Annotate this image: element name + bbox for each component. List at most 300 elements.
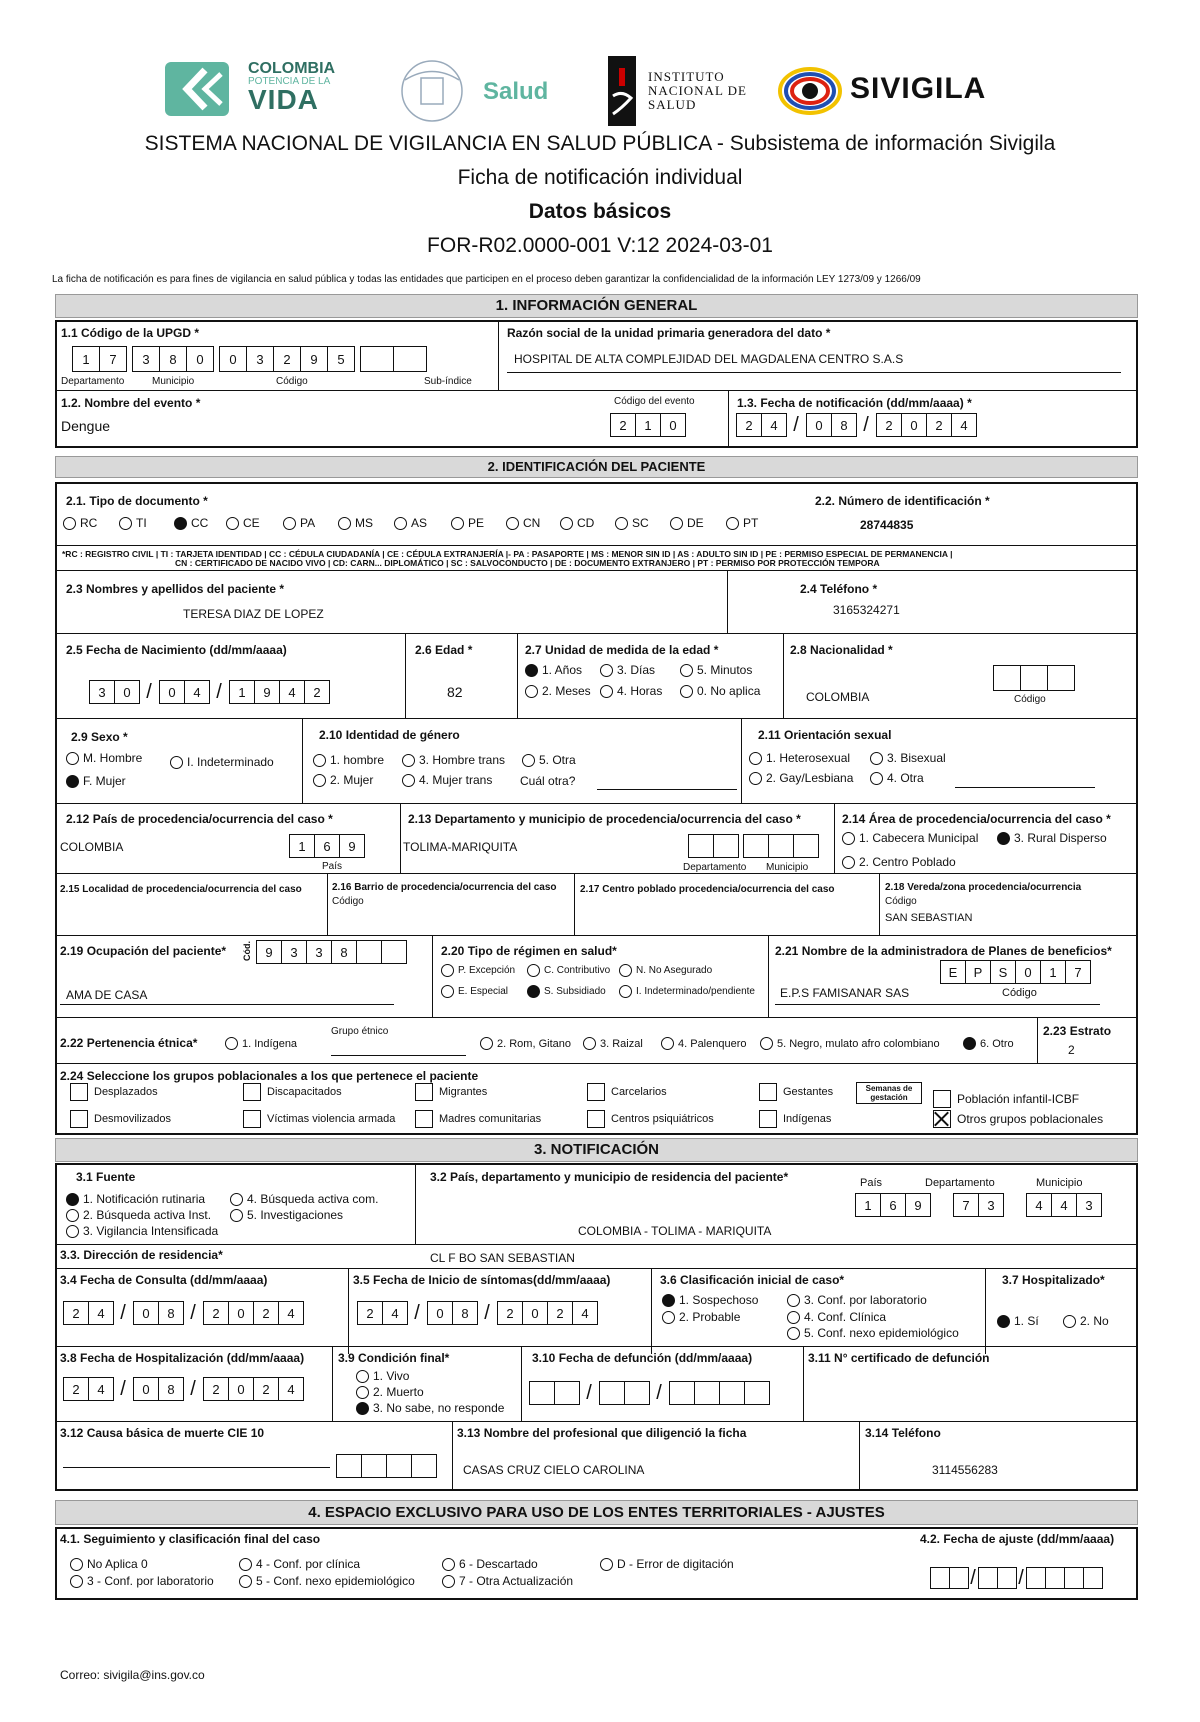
radio-icon[interactable] [119, 517, 132, 530]
orient-hetero[interactable]: 1. Heterosexual [749, 751, 850, 765]
prof-telefono-label: 3.14 Teléfono [865, 1426, 941, 1440]
genero-label: 2.10 Identidad de género [319, 728, 460, 742]
ocupacion-cod-label: Cód. [242, 941, 252, 961]
tipo-doc-as[interactable] [394, 516, 427, 530]
digit[interactable]: 2 [736, 413, 762, 437]
radio-icon[interactable] [283, 517, 296, 530]
digit[interactable] [554, 1381, 580, 1405]
orientacion-label: 2.11 Orientación sexual [758, 728, 892, 742]
grupo-otros[interactable]: Otros grupos poblacionales [933, 1110, 1103, 1128]
clasif-conf-clinica[interactable]: 4. Conf. Clínica [787, 1310, 886, 1324]
digit[interactable] [336, 1454, 362, 1478]
digit[interactable] [1026, 1567, 1046, 1589]
digit[interactable] [361, 1454, 387, 1478]
depto-proc-label: 2.13 Departamento y municipio de procedencia/ocurrencia del caso * [408, 812, 801, 826]
nombre-label: 2.3 Nombres y apellidos del paciente * [66, 582, 285, 596]
upgd-digit[interactable]: 2 [273, 346, 301, 372]
fecha-notif-label: 1.3. Fecha de notificación (dd/mm/aaaa) * [737, 396, 972, 410]
tipo-doc-pa[interactable] [283, 516, 315, 530]
digit[interactable]: 2 [547, 1301, 573, 1325]
digit[interactable]: S [990, 960, 1016, 984]
nacionalidad-codigo-label: Código [1014, 694, 1046, 705]
admin-codigo-label: Código [1002, 987, 1037, 999]
footer-correo: Correo: sivigila@ins.gov.co [60, 1668, 205, 1682]
digit[interactable]: 0 [1015, 960, 1041, 984]
area-rural[interactable]: 3. Rural Disperso [997, 831, 1107, 845]
etnia-palenquero[interactable]: 4. Palenquero [661, 1037, 747, 1050]
evento-value[interactable]: Dengue [61, 418, 111, 434]
digit[interactable] [1064, 1567, 1084, 1589]
grupo-discapacitados[interactable]: Discapacitados [243, 1083, 342, 1101]
fuente-label: 3.1 Fuente [76, 1170, 136, 1184]
digit[interactable]: 4 [279, 680, 305, 704]
radio-icon[interactable] [338, 517, 351, 530]
grupo-carcelarios[interactable]: Carcelarios [587, 1083, 667, 1101]
tipo-doc-label: CN [523, 516, 541, 530]
digit[interactable] [624, 1381, 650, 1405]
digit[interactable]: 8 [158, 1377, 184, 1401]
tipo-doc-ms[interactable] [338, 516, 373, 530]
seg-conf-nexo[interactable]: 5 - Conf. nexo epidemiológico [239, 1574, 415, 1588]
res-lbl-mun: Municipio [1036, 1177, 1083, 1189]
digit[interactable] [743, 834, 769, 858]
digit[interactable] [411, 1454, 437, 1478]
digit[interactable]: 2 [253, 1377, 279, 1401]
lbl-pais: País [322, 861, 343, 872]
pais-proc-label: 2.12 País de procedencia/ocurrencia del caso * [66, 812, 333, 826]
hosp-no[interactable]: 2. No [1063, 1314, 1109, 1328]
prof-telefono-value[interactable]: 3114556283 [932, 1463, 998, 1477]
digit[interactable] [1083, 1567, 1103, 1589]
regimen-indeterminado[interactable]: I. Indeterminado/pendiente [619, 985, 755, 998]
digit[interactable] [719, 1381, 745, 1405]
digit[interactable]: 8 [452, 1301, 478, 1325]
digit[interactable]: E [940, 960, 966, 984]
tipo-doc-label: TI [136, 516, 147, 530]
clasif-conf-lab[interactable]: 3. Conf. por laboratorio [787, 1293, 927, 1307]
area-label: 2.14 Área de procedencia/ocurrencia del caso * [842, 812, 1111, 826]
nacionalidad-value[interactable]: COLOMBIA [806, 690, 870, 704]
etnia-otro[interactable]: 6. Otro [963, 1037, 1014, 1050]
lbl-departamento: Departamento [61, 376, 125, 387]
genero-mujer-trans[interactable]: 4. Mujer trans [402, 773, 492, 787]
ins-line3: SALUD [648, 97, 697, 112]
profesional-value[interactable]: CASAS CRUZ CIELO CAROLINA [463, 1463, 645, 1477]
digit[interactable]: 0 [228, 1301, 254, 1325]
fecha-hospitalizacion[interactable]: 2 4 / 0 8 / 2 0 2 4 [63, 1377, 303, 1401]
tipo-doc-label: PE [468, 516, 485, 530]
digit[interactable]: P [965, 960, 991, 984]
area-cabecera[interactable]: 1. Cabecera Municipal [842, 831, 978, 845]
nacionalidad-label: 2.8 Nacionalidad * [790, 643, 893, 657]
tipo-doc-cc[interactable] [174, 516, 208, 530]
digit[interactable]: 9 [256, 940, 282, 964]
digit[interactable] [381, 940, 407, 964]
fecha-consulta[interactable]: 2 4 / 0 8 / 2 0 2 4 [63, 1301, 303, 1325]
clasif-conf-nexo[interactable]: 5. Conf. nexo epidemiológico [787, 1326, 959, 1340]
digit[interactable]: 3 [978, 1193, 1004, 1217]
fecha-ajuste[interactable]: / / [930, 1567, 1102, 1589]
digit[interactable] [768, 834, 794, 858]
clasif-sospechoso[interactable]: 1. Sospechoso [662, 1293, 758, 1307]
digit[interactable]: 0 [133, 1377, 159, 1401]
upgd-digit[interactable]: 9 [300, 346, 328, 372]
upgd-digit[interactable]: 7 [99, 346, 127, 372]
barrio-label: 2.16 Barrio de procedencia/ocurrencia del caso [332, 882, 557, 893]
tipo-doc-pe[interactable] [451, 516, 484, 530]
hospitalizado-label: 3.7 Hospitalizado* [1002, 1273, 1105, 1287]
digit[interactable]: 0 [522, 1301, 548, 1325]
seg-conf-clinica[interactable]: 4 - Conf. por clínica [239, 1557, 360, 1571]
profesional-label: 3.13 Nombre del profesional que diligenció la ficha [457, 1426, 747, 1440]
section3-header: 3. NOTIFICACIÓN [55, 1138, 1138, 1162]
digit[interactable] [529, 1381, 555, 1405]
grupo-migrantes[interactable]: Migrantes [415, 1083, 487, 1101]
digit[interactable]: 4 [88, 1377, 114, 1401]
tipo-doc-sc[interactable] [615, 516, 649, 530]
digit[interactable]: 4 [382, 1301, 408, 1325]
sivigila-eye-icon [778, 64, 842, 118]
digit[interactable]: 0 [427, 1301, 453, 1325]
upgd-subindex[interactable] [360, 346, 394, 372]
digit[interactable] [386, 1454, 412, 1478]
radio-icon[interactable] [63, 517, 76, 530]
pais-proc-value[interactable]: COLOMBIA [60, 840, 124, 854]
digit[interactable]: 2 [63, 1301, 89, 1325]
digit[interactable] [688, 834, 714, 858]
digit[interactable] [713, 834, 739, 858]
tipo-doc-ti[interactable] [119, 516, 147, 530]
digit[interactable] [949, 1567, 969, 1589]
etnia-rom[interactable]: 2. Rom, Gitano [480, 1037, 571, 1050]
radio-icon[interactable] [174, 517, 187, 530]
logo-colombia-vida [165, 60, 355, 120]
causa-code[interactable] [336, 1454, 436, 1478]
digit[interactable]: 7 [1065, 960, 1091, 984]
digit[interactable]: 8 [831, 413, 857, 437]
unidad-dias[interactable]: 3. Días [600, 663, 655, 677]
digit[interactable]: 1 [1040, 960, 1066, 984]
digit[interactable]: 1 [635, 413, 661, 437]
hosp-si[interactable]: 1. Sí [997, 1314, 1039, 1328]
radio-icon[interactable] [670, 517, 683, 530]
digit[interactable]: 9 [905, 1193, 931, 1217]
digit[interactable]: 4 [572, 1301, 598, 1325]
tipo-doc-label: 2.1. Tipo de documento * [66, 494, 208, 508]
radio-icon[interactable] [615, 517, 628, 530]
colombia-line3: VIDA [248, 84, 319, 115]
radio-icon[interactable] [451, 517, 464, 530]
upgd-digit[interactable]: 8 [159, 346, 187, 372]
digit[interactable]: 3 [306, 940, 332, 964]
fuente-investigaciones[interactable]: 5. Investigaciones [230, 1208, 343, 1222]
genero-hombre-trans[interactable]: 3. Hombre trans [402, 753, 505, 767]
tipo-doc-de[interactable] [670, 516, 704, 530]
vereda-value[interactable]: SAN SEBASTIAN [885, 912, 973, 924]
logo-sivigila [778, 64, 1018, 118]
upgd-code[interactable] [72, 346, 426, 372]
grupo-desmovilizados[interactable]: Desmovilizados [70, 1110, 171, 1128]
digit[interactable]: 4 [88, 1301, 114, 1325]
colombia-line1: COLOMBIA [248, 60, 336, 77]
digit[interactable]: 0 [133, 1301, 159, 1325]
num-id-value[interactable]: 28744835 [860, 518, 914, 532]
residencia-label: 3.2 País, departamento y municipio de residencia del paciente* [430, 1170, 789, 1184]
radio-icon[interactable] [726, 517, 739, 530]
seg-otra-actualizacion[interactable]: 7 - Otra Actualización [442, 1574, 573, 1588]
form-title: SISTEMA NACIONAL DE VIGILANCIA EN SALUD PÚBLICA - Subsistema de información Sivigila [144, 132, 1056, 155]
tipo-doc-label: SC [632, 516, 649, 530]
digit[interactable] [1020, 665, 1048, 691]
upgd-digit[interactable]: 0 [186, 346, 214, 372]
cual-otra-label: Cuál otra? [520, 774, 576, 788]
cond-vivo[interactable]: 1. Vivo [356, 1369, 409, 1383]
lbl-mun: Municipio [766, 862, 809, 873]
digit[interactable]: 8 [158, 1301, 184, 1325]
grupo-madres[interactable]: Madres comunitarias [415, 1110, 541, 1128]
telefono-value[interactable]: 3165324271 [833, 603, 900, 617]
radio-icon[interactable] [506, 517, 519, 530]
condicion-label: 3.9 Condición final* [338, 1351, 450, 1365]
seg-conf-lab[interactable]: 3 - Conf. por laboratorio [70, 1574, 214, 1588]
regimen-contributivo[interactable]: C. Contributivo [527, 964, 610, 977]
digit[interactable]: 0 [901, 413, 927, 437]
salud-text: Salud [483, 78, 549, 105]
lbl-municipio: Municipio [152, 376, 195, 387]
nacionalidad-code[interactable] [993, 665, 1074, 691]
upgd-subindex[interactable] [393, 346, 427, 372]
grupo-gestantes[interactable]: Gestantes [759, 1083, 833, 1101]
digit[interactable]: 2 [63, 1377, 89, 1401]
digit[interactable] [793, 834, 819, 858]
digit[interactable] [669, 1381, 695, 1405]
fuente-busqueda-com[interactable]: 4. Búsqueda activa com. [230, 1192, 378, 1206]
grupo-icbf[interactable]: Población infantil-ICBF [933, 1090, 1079, 1108]
depto-proc-value[interactable]: TOLIMA-MARIQUITA [403, 840, 518, 854]
digit[interactable]: 2 [304, 680, 330, 704]
digit[interactable]: 2 [357, 1301, 383, 1325]
area-centro[interactable]: 2. Centro Poblado [842, 855, 956, 869]
section2-header: 2. IDENTIFICACIÓN DEL PACIENTE [55, 456, 1138, 478]
digit[interactable]: 2 [926, 413, 952, 437]
grupo-indigenas[interactable]: Indígenas [759, 1110, 831, 1128]
digit[interactable]: 6 [880, 1193, 906, 1217]
sexo-hombre[interactable]: M. Hombre [66, 751, 142, 765]
lbl-dep: Departamento [683, 862, 747, 873]
sexo-mujer[interactable]: F. Mujer [66, 774, 126, 788]
fecha-defuncion[interactable]: / / [529, 1381, 769, 1405]
colombia-mark-icon [165, 60, 231, 118]
upgd-digit[interactable]: 3 [246, 346, 274, 372]
cond-muerto[interactable]: 2. Muerto [356, 1385, 424, 1399]
residencia-value[interactable]: COLOMBIA - TOLIMA - MARIQUITA [578, 1224, 772, 1238]
digit[interactable] [1047, 665, 1075, 691]
barrio-codigo-label: Código [332, 896, 364, 907]
fecha-notificacion[interactable]: 2 4 / 0 8 / 2 0 2 4 [736, 413, 976, 437]
res-mun-code[interactable] [1026, 1193, 1101, 1217]
digit[interactable]: 3 [89, 680, 115, 704]
digit[interactable]: 4 [278, 1301, 304, 1325]
digit[interactable]: 4 [1026, 1193, 1052, 1217]
digit[interactable]: 3 [281, 940, 307, 964]
ocupacion-value[interactable]: AMA DE CASA [66, 988, 148, 1002]
nombre-value[interactable]: TERESA DIAZ DE LOPEZ [183, 607, 324, 621]
form-code: FOR-R02.0000-001 V:12 2024-03-01 [427, 234, 773, 257]
radio-icon[interactable] [394, 517, 407, 530]
depto-proc-code[interactable] [688, 834, 818, 858]
digit[interactable]: 9 [254, 680, 280, 704]
tipo-doc-label: CE [243, 516, 260, 530]
digit[interactable]: 2 [610, 413, 636, 437]
grupo-desplazados[interactable]: Desplazados [70, 1083, 158, 1101]
grupo-etnico-label: Grupo étnico [331, 1026, 389, 1037]
clasificacion-label: 3.6 Clasificación inicial de caso* [660, 1273, 845, 1287]
digit[interactable] [930, 1567, 950, 1589]
sivigila-text: SIVIGILA [850, 72, 987, 105]
colombia-line2: POTENCIA DE LA [248, 76, 331, 87]
res-dep-code[interactable] [953, 1193, 1003, 1217]
digit[interactable]: 2 [203, 1301, 229, 1325]
fecha-nac-label: 2.5 Fecha de Nacimiento (dd/mm/aaaa) [66, 643, 287, 657]
genero-otra[interactable]: 5. Otra [522, 753, 576, 767]
tipo-doc-label: CC [191, 516, 209, 530]
genero-mujer[interactable]: 2. Mujer [313, 773, 373, 787]
digit[interactable] [997, 1567, 1017, 1589]
clasif-probable[interactable]: 2. Probable [662, 1310, 740, 1324]
admin-code[interactable] [940, 960, 1090, 984]
fuente-vigilancia[interactable]: 3. Vigilancia Intensificada [66, 1224, 218, 1238]
seg-error-digitacion[interactable]: D - Error de digitación [600, 1557, 734, 1571]
vereda-codigo-label: Código [885, 896, 917, 907]
grupo-psiquiatricos[interactable]: Centros psiquiátricos [587, 1110, 714, 1128]
regimen-subsidiado[interactable]: S. Subsidiado [527, 985, 606, 998]
digit[interactable]: 4 [761, 413, 787, 437]
fuente-busqueda-inst[interactable]: 2. Búsqueda activa Inst. [66, 1208, 211, 1222]
grupo-victimas[interactable]: Víctimas violencia armada [243, 1110, 395, 1128]
digit[interactable] [694, 1381, 720, 1405]
digit[interactable]: 6 [314, 834, 340, 858]
fecha-sintomas[interactable]: 2 4 / 0 8 / 2 0 2 4 [357, 1301, 597, 1325]
upgd-digit[interactable]: 5 [327, 346, 355, 372]
razon-value[interactable]: HOSPITAL DE ALTA COMPLEJIDAD DEL MAGDALENA CENTRO S.A.S [514, 352, 904, 366]
seg-no-aplica[interactable]: No Aplica 0 [70, 1557, 148, 1571]
digit[interactable] [1045, 1567, 1065, 1589]
digit[interactable]: 7 [953, 1193, 979, 1217]
digit[interactable]: 2 [876, 413, 902, 437]
res-pais-code[interactable] [855, 1193, 930, 1217]
logo-salud [395, 58, 565, 124]
radio-icon[interactable] [226, 517, 239, 530]
orient-bisexual[interactable]: 3. Bisexual [870, 751, 946, 765]
regimen-no-asegurado[interactable]: N. No Asegurado [619, 964, 712, 977]
cod-evento[interactable] [610, 413, 685, 437]
num-id-label: 2.2. Número de identificación * [815, 494, 990, 508]
upgd-digit[interactable]: 0 [219, 346, 247, 372]
digit[interactable]: 1 [229, 680, 255, 704]
digit[interactable] [744, 1381, 770, 1405]
digit[interactable]: 9 [339, 834, 365, 858]
digit[interactable]: 2 [203, 1377, 229, 1401]
pais-proc-code[interactable] [289, 834, 364, 858]
digit[interactable]: 2 [497, 1301, 523, 1325]
unidad-no-aplica[interactable]: 0. No aplica [680, 684, 760, 698]
unidad-anos[interactable]: 1. Años [525, 663, 582, 677]
fecha-nacimiento[interactable]: 3 0 / 0 4 / 1 9 4 2 [89, 680, 329, 704]
cond-no-sabe[interactable]: 3. No sabe, no responde [356, 1401, 504, 1415]
digit[interactable] [356, 940, 382, 964]
orient-otra[interactable]: 4. Otra [870, 771, 924, 785]
genero-hombre[interactable]: 1. hombre [313, 753, 384, 767]
digit[interactable]: 4 [184, 680, 210, 704]
digit[interactable]: 8 [331, 940, 357, 964]
digit[interactable]: 0 [660, 413, 686, 437]
admin-value[interactable]: E.P.S FAMISANAR SAS [780, 986, 910, 1000]
digit[interactable]: 4 [951, 413, 977, 437]
ocupacion-code[interactable] [256, 940, 406, 964]
digit[interactable]: 0 [806, 413, 832, 437]
regimen-excepcion[interactable]: P. Excepción [441, 964, 515, 977]
etnia-raizal[interactable]: 3. Raizal [583, 1037, 643, 1050]
estrato-value[interactable]: 2 [1068, 1043, 1075, 1057]
sexo-indeterminado[interactable]: I. Indeterminado [170, 755, 274, 769]
doc-note-1: *RC : REGISTRO CIVIL | TI : TARJETA IDENTIDAD | CC : CÉDULA CIUDADANÍA | CE : CÉDULA EXTRANJERÍA |- PA : PASAPORTE | MS : MENOR SIN ID | AS : ADULTO SIN ID | PE : PERMISO ESPECIAL DE PERMANENCIA | [62, 549, 953, 559]
digit[interactable] [599, 1381, 625, 1405]
digit[interactable] [993, 665, 1021, 691]
tipo-doc-ce[interactable] [226, 516, 260, 530]
direccion-value[interactable]: CL F BO SAN SEBASTIAN [430, 1251, 575, 1265]
digit[interactable]: 3 [1076, 1193, 1102, 1217]
orient-gay[interactable]: 2. Gay/Lesbiana [749, 771, 853, 785]
etnia-negro[interactable]: 5. Negro, mulato afro colombiano [760, 1037, 940, 1050]
upgd-digit[interactable]: 1 [72, 346, 100, 372]
digit[interactable]: 1 [855, 1193, 881, 1217]
semanas-gestacion[interactable]: Semanas de gestación [856, 1082, 922, 1104]
evento-label: 1.2. Nombre del evento * [61, 396, 201, 410]
digit[interactable]: 0 [159, 680, 185, 704]
fuente-rutinaria[interactable]: 1. Notificación rutinaria [66, 1192, 205, 1206]
etnia-indigena[interactable]: 1. Indígena [225, 1037, 297, 1050]
unidad-meses[interactable]: 2. Meses [525, 684, 591, 698]
edad-value[interactable]: 82 [447, 684, 463, 700]
digit[interactable]: 2 [253, 1301, 279, 1325]
edad-label: 2.6 Edad * [415, 643, 473, 657]
seg-descartado[interactable]: 6 - Descartado [442, 1557, 538, 1571]
doc-note-2: CN : CERTIFICADO DE NACIDO VIVO | CD: CARN... DIPLOMÁTICO | SC : SALVOCONDUCTO | DE : DOCUMENTO EXTRANJERO | PT : PERMISO POR PROTECCIÓN TEMPORA [175, 558, 880, 568]
razon-label: Razón social de la unidad primaria generadora del dato * [507, 326, 831, 340]
unidad-horas[interactable]: 4. Horas [600, 684, 662, 698]
upgd-digit[interactable]: 3 [132, 346, 160, 372]
digit[interactable]: 4 [278, 1377, 304, 1401]
fecha-ajuste-label: 4.2. Fecha de ajuste (dd/mm/aaaa) [920, 1532, 1115, 1546]
unidad-label: 2.7 Unidad de medida de la edad * [525, 643, 719, 657]
tipo-doc-cd[interactable] [560, 516, 594, 530]
digit[interactable]: 0 [114, 680, 140, 704]
digit[interactable]: 4 [1051, 1193, 1077, 1217]
unidad-minutos[interactable]: 5. Minutos [680, 663, 752, 677]
tipo-doc-rc[interactable] [63, 516, 97, 530]
res-lbl-dep: Departamento [925, 1177, 995, 1189]
digit[interactable]: 0 [228, 1377, 254, 1401]
sexo-label: 2.9 Sexo * [71, 730, 128, 744]
regimen-label: 2.20 Tipo de régimen en salud* [441, 944, 617, 958]
tipo-doc-pt[interactable] [726, 516, 758, 530]
digit[interactable] [978, 1567, 998, 1589]
digit[interactable]: 1 [289, 834, 315, 858]
radio-icon[interactable] [560, 517, 573, 530]
tipo-doc-cn[interactable] [506, 516, 540, 530]
regimen-especial[interactable]: E. Especial [441, 985, 508, 998]
ocupacion-label: 2.19 Ocupación del paciente* [60, 944, 227, 958]
